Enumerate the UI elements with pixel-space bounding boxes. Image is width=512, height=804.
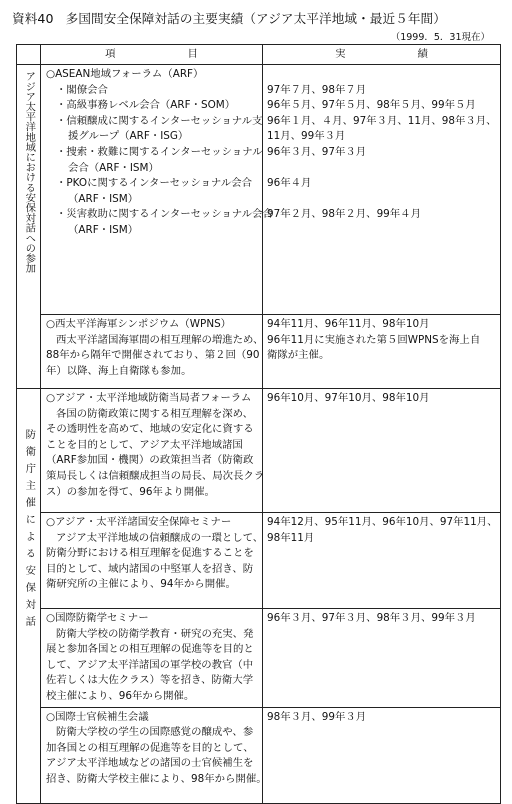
as-of-date: （1999．5．31現在）: [390, 32, 490, 43]
item-line: 加各国との相互理解の促進等を目的として、: [46, 741, 254, 754]
category-cell-defense: [17, 389, 41, 804]
item-line: 校主催により、96年から開催。: [46, 689, 195, 702]
item-cell: [41, 389, 263, 513]
item-line: 88年から隔年で開催されており、第２回（90: [46, 349, 260, 362]
item-line: 防衛分野における相互理解を促進することを: [46, 547, 254, 560]
result-cell: [263, 315, 501, 389]
item-heading: ○国際防衛学セミナー: [46, 612, 149, 624]
result-line: 97年２月、98年２月、99年４月: [267, 208, 421, 221]
item-line: ・閣僚会合: [56, 83, 108, 96]
result-line: 11月、99年３月: [267, 130, 346, 143]
result-line: 98年11月: [267, 531, 315, 544]
header-item-b: 目: [187, 47, 198, 60]
result-line: 衛隊が主催。: [267, 349, 330, 362]
item-line: 策局長しくは信頼醸成担当の局長、局次長クラ: [46, 469, 265, 482]
item-line: その透明性を高めて、地域の安定化に資する: [46, 423, 254, 436]
item-line: 西太平洋諸国海軍間の相互理解の増進ため、: [56, 333, 264, 346]
result-line: 98年３月、99年３月: [267, 710, 367, 723]
item-line: ・捜索・救難に関するインターセッショナル: [56, 145, 263, 158]
item-cell: [41, 609, 263, 708]
item-line: ことを目的として、アジア太平洋地域諸国: [46, 438, 243, 451]
result-line: 96年１月、４月、97年３月、11月、98年３月、: [267, 114, 497, 127]
item-heading: ○アジア・太平洋地域防衛当局者フォーラム: [46, 392, 252, 404]
category-defense: 防衛庁主催による安保対話: [23, 429, 36, 633]
result-line: 94年11月、96年11月、98年10月: [267, 318, 430, 330]
item-line: 防衛大学校の防衛学教育・研究の充実、発: [56, 627, 254, 640]
item-cell: [41, 65, 273, 315]
item-line: 展と参加各国との相互理解の促進等を目的と: [46, 643, 254, 656]
header-result: [263, 45, 501, 65]
document-title: [12, 8, 446, 27]
table-row: [17, 65, 501, 315]
result-cell: [263, 389, 501, 513]
item-line: 援グループ（ARF・ISG）: [68, 130, 189, 143]
result-line: 96年５月、97年５月、98年５月、99年５月: [267, 99, 476, 112]
item-line: （ARF・ISM）: [68, 223, 139, 236]
item-line: 目的として、域内諸国の中堅軍人を招き、防: [46, 562, 254, 575]
item-line: ・PKOに関するインターセッショナル会合: [56, 177, 252, 190]
item-line: ・災害救助に関するインターセッショナル会合: [56, 208, 273, 221]
item-heading: ○ASEAN地域フォーラム（ARF）: [46, 68, 204, 80]
item-line: 年）以降、海上自衛隊も参加。: [46, 364, 192, 377]
item-line: 佐若しくは大佐クラス）等を招き、防衛大学: [46, 674, 254, 687]
item-line: 各国の防衛政策に関する相互理解を深め、: [56, 407, 254, 420]
table-row: [17, 609, 501, 708]
result-line: 96年10月、97年10月、98年10月: [267, 392, 430, 404]
result-line: 96年３月、97年３月: [267, 145, 367, 158]
item-cell: [41, 707, 267, 803]
item-cell: [41, 315, 263, 389]
result-cell: [263, 707, 501, 803]
item-heading: ○アジア・太平洋諸国安全保障セミナー: [46, 516, 232, 528]
item-line: 衛研究所の主催により、94年から開催。: [46, 578, 236, 591]
table-header: [17, 45, 501, 65]
item-line: （ARF参加国・機関）の政策担当者（防衛政: [46, 454, 254, 467]
item-cell: [41, 513, 263, 609]
table-row: [17, 389, 501, 513]
result-cell: [263, 513, 501, 609]
item-line: 会合（ARF・ISM）: [68, 161, 159, 174]
item-line: ・高級事務レベル会合（ARF・SOM）: [56, 99, 236, 112]
result-line: 96年11月に実施された第５回WPNSを海上自: [267, 333, 481, 346]
document-title-text: 多国間安全保障対話の主要実績（アジア太平洋地域・最近５年間）: [65, 11, 446, 26]
item-line: 招き、防衛大学校主催により、98年から開催。: [46, 772, 267, 785]
item-line: アジア太平洋地域の信頼醸成の一環として、: [56, 531, 264, 544]
result-line: 96年３月、97年３月、98年３月、99年３月: [267, 612, 476, 624]
item-heading: ○西太平洋海軍シンポジウム（WPNS）: [46, 318, 232, 330]
item-line: して、アジア太平洋諸国の軍学校の教官（中: [46, 658, 254, 671]
item-line: 防衛大学校の学生の国際感覚の醸成や、参: [56, 726, 254, 739]
result-line: 97年７月、98年７月: [267, 83, 367, 96]
item-line: ・信頼醸成に関するインターセッショナル支: [56, 114, 263, 127]
result-line: 96年４月: [267, 177, 312, 190]
result-cell: [263, 609, 501, 708]
header-result-b: 績: [417, 47, 428, 60]
item-line: アジア太平洋地域などの諸国の士官候補生を: [46, 757, 254, 770]
table-row: [17, 513, 501, 609]
header-result-a: 実: [335, 47, 346, 60]
header-item: [41, 45, 263, 65]
category-cell-regional: [17, 65, 41, 389]
header-item-a: 項: [105, 47, 116, 60]
dialogue-table: [16, 44, 501, 804]
category-regional: アジア太平洋地域における安保対話への参加: [23, 71, 36, 274]
result-cell: [263, 65, 501, 315]
table-row: [17, 315, 501, 389]
header-blank: [17, 45, 41, 65]
table-row: [17, 707, 501, 803]
item-line: （ARF・ISM）: [68, 192, 139, 205]
item-line: ス）の参加を得て、96年より開催。: [46, 485, 215, 498]
document-number: 資料40: [12, 11, 54, 26]
item-heading: ○国際士官候補生会議: [46, 710, 149, 723]
result-line: 94年12月、95年11月、96年10月、97年11月、: [267, 516, 498, 528]
